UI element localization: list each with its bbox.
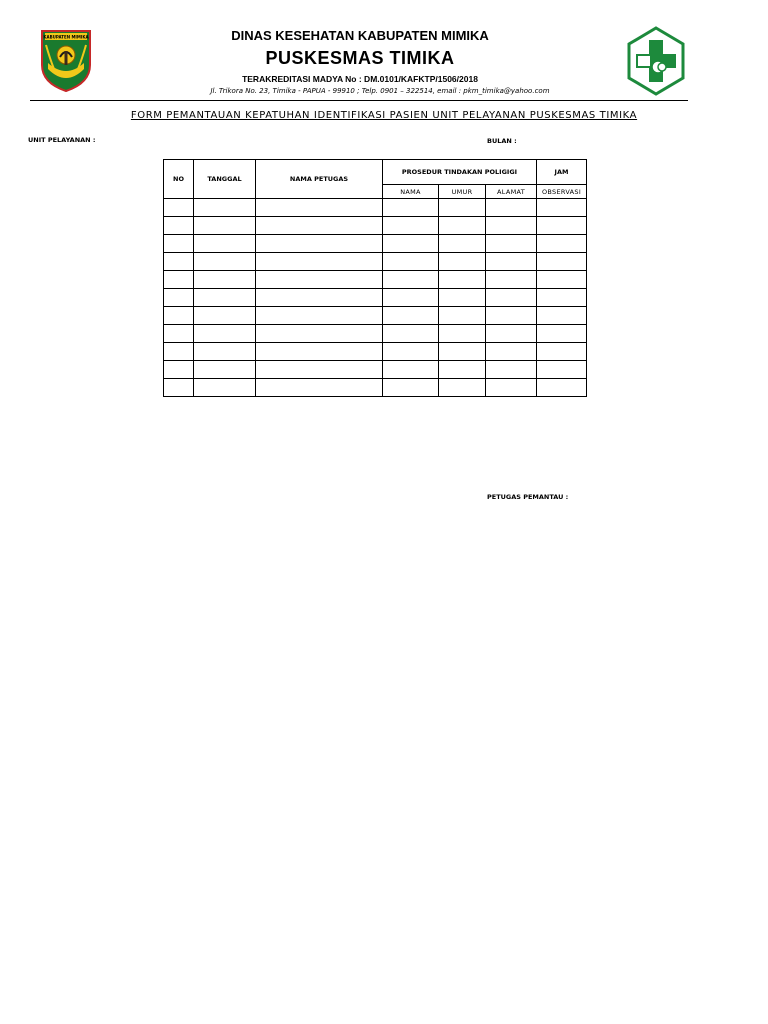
cell-age[interactable] — [439, 361, 486, 379]
cell-time[interactable] — [537, 289, 587, 307]
cell-time[interactable] — [537, 235, 587, 253]
cell-no[interactable] — [164, 235, 194, 253]
cell-address[interactable] — [486, 199, 537, 217]
cell-staff-name[interactable] — [256, 271, 383, 289]
cell-time[interactable] — [537, 325, 587, 343]
cell-time[interactable] — [537, 379, 587, 397]
header-date: TANGGAL — [194, 160, 256, 199]
cell-date[interactable] — [194, 271, 256, 289]
header-procedure-group: PROSEDUR TINDAKAN POLIGIGI — [383, 160, 537, 185]
emblem-banner-text: KABUPATEN MIMIKA — [43, 34, 89, 40]
table-row — [164, 235, 587, 253]
cell-address[interactable] — [486, 253, 537, 271]
observation-table — [163, 159, 587, 397]
cell-date[interactable] — [194, 253, 256, 271]
cell-age[interactable] — [439, 307, 486, 325]
cell-date[interactable] — [194, 235, 256, 253]
cell-no[interactable] — [164, 199, 194, 217]
cell-time[interactable] — [537, 253, 587, 271]
cell-no[interactable] — [164, 379, 194, 397]
cell-no[interactable] — [164, 343, 194, 361]
cell-staff-name[interactable] — [256, 289, 383, 307]
table-row — [164, 307, 587, 325]
cell-date[interactable] — [194, 307, 256, 325]
cell-date[interactable] — [194, 289, 256, 307]
cell-no[interactable] — [164, 217, 194, 235]
table-row — [164, 199, 587, 217]
cell-patient-name[interactable] — [383, 343, 439, 361]
header-time: JAM — [537, 160, 587, 185]
cell-age[interactable] — [439, 289, 486, 307]
cell-date[interactable] — [194, 217, 256, 235]
cell-time[interactable] — [537, 343, 587, 361]
table-row — [164, 361, 587, 379]
cell-staff-name[interactable] — [256, 235, 383, 253]
cell-time[interactable] — [537, 217, 587, 235]
cell-patient-name[interactable] — [383, 271, 439, 289]
header-staff-name: NAMA PETUGAS — [256, 160, 383, 199]
table-row — [164, 253, 587, 271]
cell-age[interactable] — [439, 253, 486, 271]
puskesmas-cross-logo-icon — [627, 26, 685, 96]
cell-age[interactable] — [439, 217, 486, 235]
table-row — [164, 289, 587, 307]
organization-name: PUSKESMAS TIMIKA — [265, 48, 455, 68]
table-row — [164, 343, 587, 361]
monitor-label: PETUGAS PEMANTAU : — [487, 493, 569, 501]
cell-address[interactable] — [486, 343, 537, 361]
cell-age[interactable] — [439, 325, 486, 343]
cell-date[interactable] — [194, 199, 256, 217]
cell-staff-name[interactable] — [256, 343, 383, 361]
cell-staff-name[interactable] — [256, 253, 383, 271]
cell-time[interactable] — [537, 271, 587, 289]
cell-address[interactable] — [486, 271, 537, 289]
cell-date[interactable] — [194, 325, 256, 343]
cell-address[interactable] — [486, 289, 537, 307]
cell-address[interactable] — [486, 361, 537, 379]
cell-patient-name[interactable] — [383, 253, 439, 271]
cell-patient-name[interactable] — [383, 289, 439, 307]
cell-staff-name[interactable] — [256, 361, 383, 379]
cell-date[interactable] — [194, 379, 256, 397]
cell-patient-name[interactable] — [383, 199, 439, 217]
cell-no[interactable] — [164, 361, 194, 379]
cell-age[interactable] — [439, 343, 486, 361]
subheader-patient-name: NAMA — [383, 185, 439, 199]
agency-name: DINAS KESEHATAN KABUPATEN MIMIKA — [231, 28, 489, 43]
cell-no[interactable] — [164, 253, 194, 271]
form-title: FORM PEMANTAUAN KEPATUHAN IDENTIFIKASI PASIEN UNIT PELAYANAN PUSKESMAS TIMIKA — [130, 110, 638, 121]
table-body — [164, 199, 587, 397]
cell-patient-name[interactable] — [383, 217, 439, 235]
cell-staff-name[interactable] — [256, 199, 383, 217]
cell-patient-name[interactable] — [383, 307, 439, 325]
header-observation: OBSERVASI — [537, 185, 587, 199]
cell-address[interactable] — [486, 325, 537, 343]
cell-address[interactable] — [486, 235, 537, 253]
cell-patient-name[interactable] — [383, 361, 439, 379]
accreditation-line: TERAKREDITASI MADYA No : DM.0101/KAFKTP/1506/2018 — [242, 74, 478, 84]
subheader-address: ALAMAT — [486, 185, 537, 199]
cell-time[interactable] — [537, 199, 587, 217]
cell-time[interactable] — [537, 361, 587, 379]
cell-address[interactable] — [486, 307, 537, 325]
regency-emblem-icon — [40, 29, 92, 93]
header-divider — [30, 100, 688, 101]
cell-patient-name[interactable] — [383, 379, 439, 397]
table-row — [164, 271, 587, 289]
table-row — [164, 379, 587, 397]
cell-no[interactable] — [164, 289, 194, 307]
cell-no[interactable] — [164, 325, 194, 343]
cell-date[interactable] — [194, 361, 256, 379]
header-no: NO — [164, 160, 194, 199]
table-row — [164, 325, 587, 343]
subheader-age: UMUR — [439, 185, 486, 199]
cell-address[interactable] — [486, 217, 537, 235]
cell-time[interactable] — [537, 307, 587, 325]
cell-staff-name[interactable] — [256, 379, 383, 397]
cell-date[interactable] — [194, 343, 256, 361]
cell-patient-name[interactable] — [383, 235, 439, 253]
cell-age[interactable] — [439, 235, 486, 253]
table-row — [164, 217, 587, 235]
cell-patient-name[interactable] — [383, 325, 439, 343]
cell-age[interactable] — [439, 199, 486, 217]
month-label: BULAN : — [487, 137, 517, 145]
cell-address[interactable] — [486, 379, 537, 397]
cell-age[interactable] — [439, 379, 486, 397]
cell-staff-name[interactable] — [256, 307, 383, 325]
cell-no[interactable] — [164, 271, 194, 289]
cell-no[interactable] — [164, 307, 194, 325]
cell-staff-name[interactable] — [256, 325, 383, 343]
cell-staff-name[interactable] — [256, 217, 383, 235]
cell-age[interactable] — [439, 271, 486, 289]
unit-label: UNIT PELAYANAN : — [28, 136, 96, 144]
address-line: Jl. Trikora No. 23, Timika - PAPUA - 99910 ; Telp. 0901 – 322514, email : pkm_timika@yahoo.com — [210, 87, 550, 95]
